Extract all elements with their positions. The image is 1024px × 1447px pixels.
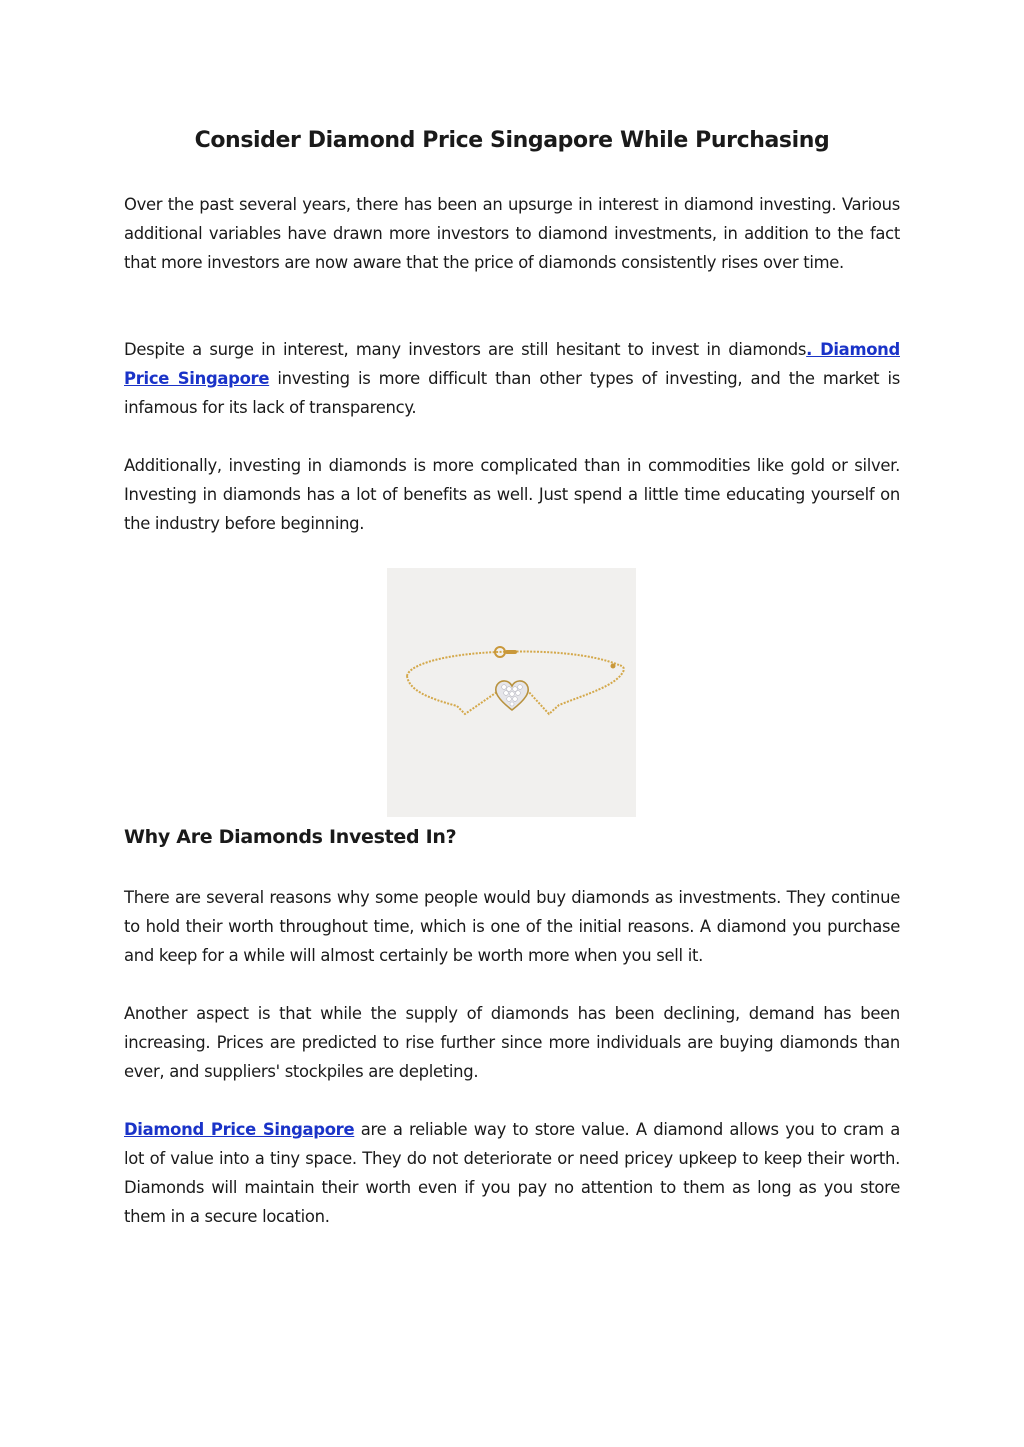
paragraph-store-value [124, 1115, 900, 1231]
paragraph-hesitant-investors [124, 335, 900, 422]
document-title: Consider Diamond Price Singapore While Purchasing [194, 128, 830, 153]
bracelet-image [387, 568, 636, 817]
paragraph-text: are a reliable way to store value. A diamond allows you to cram a lot of value into a tiny space. They do not deteriorate or need pricey upkeep to keep their worth. Diamonds will maintain their worth even if you pay no attention to them as long as you store them in a secure location. [124, 1120, 900, 1226]
diamond-price-singapore-link[interactable]: . Diamond Price Singapore [124, 340, 900, 388]
paragraph-complicated: Additionally, investing in diamonds is more complicated than in commodities like gold or silver. Investing in diamonds has a lot of benefits as well. Just spend a little time educating yourself on the industry before beginning. [124, 456, 900, 533]
paragraph-text: investing is more difficult than other types of investing, and the market is infamous for its lack of transparency. [124, 369, 900, 417]
paragraph-supply-demand: Another aspect is that while the supply of diamonds has been declining, demand has been increasing. Prices are predicted to rise further since more individuals are buying diamonds than ever, and suppliers' stockpiles are depleting. [124, 1004, 900, 1081]
paragraph-reasons: There are several reasons why some people would buy diamonds as investments. They continue to hold their worth throughout time, which is one of the initial reasons. A diamond you purchase and keep for a while will almost certainly be worth more when you sell it. [124, 888, 900, 965]
diamond-price-singapore-link[interactable]: Diamond Price Singapore [124, 1120, 355, 1139]
gold-bracelet-heart-diamond-icon [387, 568, 636, 817]
paragraph-intro: Over the past several years, there has been an upsurge in interest in diamond investing. Various additional variables have drawn more investors to diamond investments, in addition to the fact that more investors are now aware that the price of diamonds consistently rises over time. [124, 195, 900, 272]
paragraph-text: Despite a surge in interest, many investors are still hesitant to invest in diamonds [124, 340, 807, 359]
section-heading: Why Are Diamonds Invested In? [124, 826, 457, 848]
